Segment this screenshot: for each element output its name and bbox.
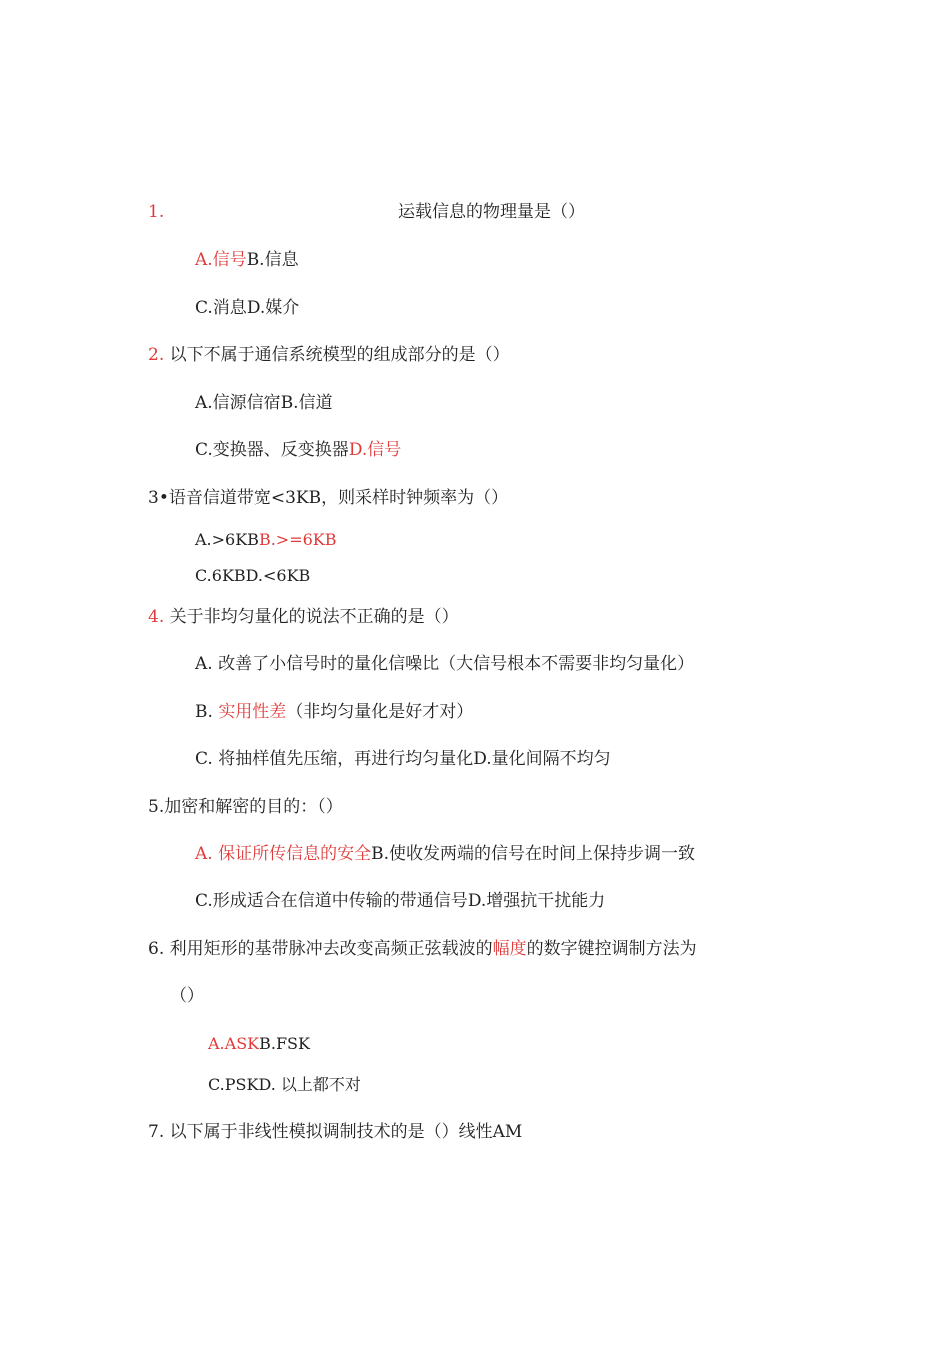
q2-number: 2.	[148, 345, 165, 365]
q1-options-ab	[195, 248, 299, 272]
q2-stem-line	[148, 343, 510, 367]
q1-option-a: A.信号	[195, 250, 247, 270]
q6-options-ab	[208, 1032, 310, 1056]
q1-options-cd	[195, 296, 299, 320]
q2-option-a: A.信源信宿	[195, 393, 281, 413]
q3-options-cd: C.6KBD.<6KB	[195, 566, 311, 585]
q5-option-d: D.增强抗干扰能力	[467, 891, 606, 911]
q1-option-d: D.媒介	[246, 298, 300, 318]
q6-option-a: A.ASK	[208, 1034, 260, 1053]
q2-options-ab	[195, 391, 333, 415]
q5-stem: 5.加密和解密的目的：（）	[148, 797, 343, 817]
q1-stem: 运载信息的物理量是（）	[398, 202, 585, 222]
q2-option-d: D.信号	[348, 440, 402, 460]
q2-option-c: C.变换器、反变换器	[195, 440, 349, 460]
q6-stem-keyword: 幅度	[492, 939, 527, 959]
q4-option-b-prefix: B.	[195, 702, 219, 722]
q4-options-cd: C. 将抽样值先压缩，再进行均匀量化D.量化间隔不均匀	[195, 749, 611, 769]
q6-stem	[148, 937, 697, 961]
q1-option-b: B.信息	[246, 250, 299, 270]
q4-option-b-answer: 实用性差	[218, 702, 287, 722]
q5-option-b: B.使收发两端的信号在时间上保持步调一致	[371, 844, 695, 864]
q4-option-a: A. 改善了小信号时的量化信噪比（大信号根本不需要非均匀量化）	[195, 654, 695, 674]
q6-stem-pre: 6. 利用矩形的基带脉冲去改变高频正弦载波的	[148, 939, 493, 959]
q4-number: 4.	[148, 607, 165, 627]
q3-stem: 3•语音信道带宽<3KB，则采样时钟频率为（）	[148, 488, 509, 508]
q6-stem-cont: （）	[170, 986, 204, 1006]
q5-options-ab	[195, 842, 695, 866]
q6-stem-post: 的数字键控调制方法为	[526, 939, 697, 959]
q3-option-a: A.>6KB	[195, 530, 259, 549]
q4-option-b	[195, 700, 473, 724]
q1-number: 1.	[148, 202, 165, 222]
q4-stem-line	[148, 605, 459, 629]
q1-option-c: C.消息	[195, 298, 247, 318]
q3-option-b: B.>=6KB	[258, 530, 337, 549]
q4-stem: 关于非均匀量化的说法不正确的是（）	[169, 607, 459, 627]
q4-option-b-note: （非均匀量化是好才对）	[286, 702, 474, 722]
q5-options-cd	[195, 889, 605, 913]
q5-option-a: A. 保证所传信息的安全	[195, 844, 372, 864]
q3-options-ab	[195, 528, 336, 552]
q2-options-cd	[195, 438, 401, 462]
q6-option-b: B.FSK	[259, 1034, 310, 1053]
q2-stem: 以下不属于通信系统模型的组成部分的是（）	[169, 345, 510, 365]
q7-stem: 7. 以下属于非线性模拟调制技术的是（）线性AM	[148, 1122, 523, 1142]
q6-options-cd: C.PSKD. 以上都不对	[208, 1075, 361, 1094]
q5-option-c: C.形成适合在信道中传输的带通信号	[195, 891, 468, 911]
q2-option-b: B.信道	[280, 393, 333, 413]
